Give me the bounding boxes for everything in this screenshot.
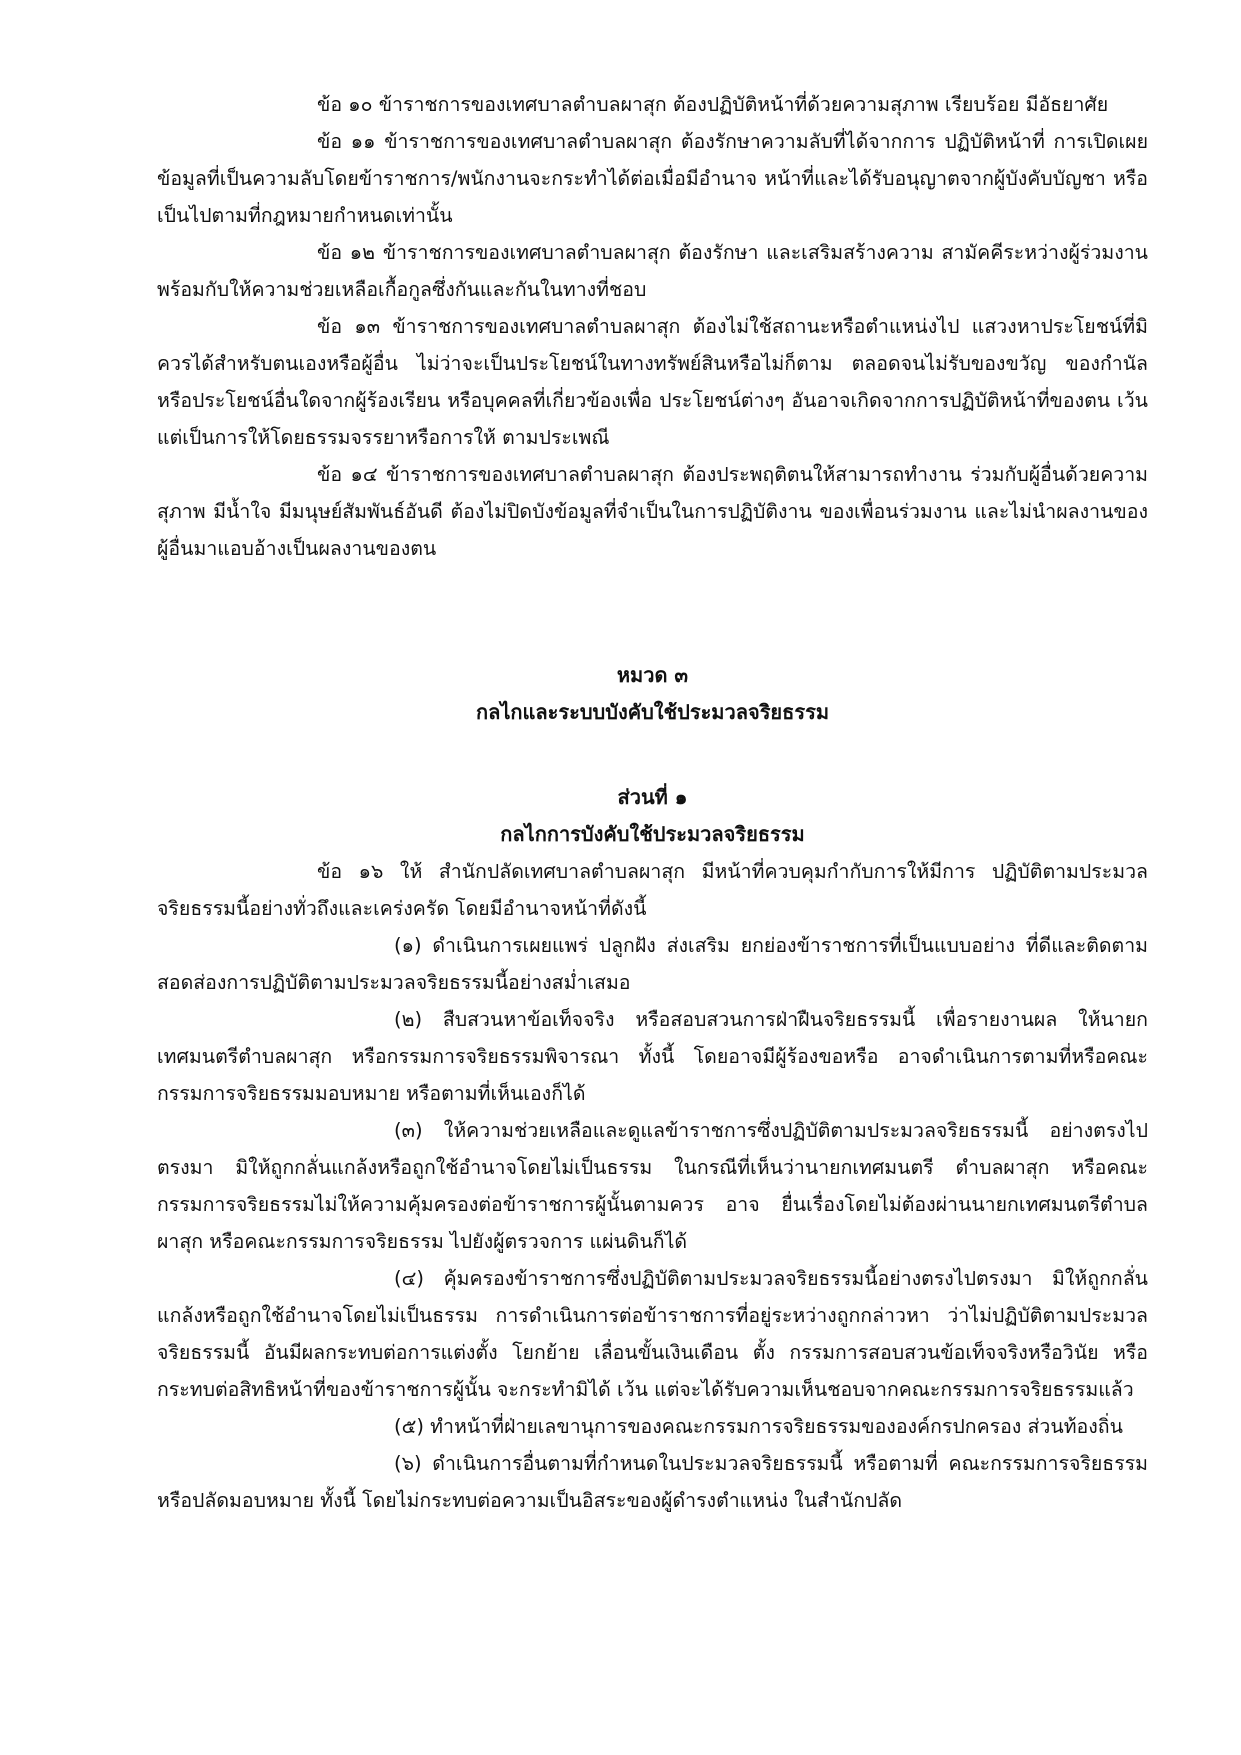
section-gap — [157, 567, 1148, 657]
article-12: ข้อ ๑๒ ข้าราชการของเทศบาลตำบลผาสุก ต้องรักษา และเสริมสร้างความ สามัคคีระหว่างผู้ร่วมงาน พร้อมกับให้ความช่วยเหลือเกื้อกูลซึ่งกันและกันในทางที่ชอบ — [157, 241, 1148, 301]
duty-item-4: (๔) คุ้มครองข้าราชการซึ่งปฏิบัติตามประมวลจริยธรรมนี้อย่างตรงไปตรงมา มิให้ถูกกลั่นแกล้งหรือถูกใช้อำนาจโดยไม่เป็นธรรม การดำเนินการต่อข้าราชการที่อยู่ระหว่างถูกกล่าวหา ว่าไม่ปฏิบัติตามประมวลจริยธรรมนี้ อันมีผลกระทบต่อการแต่งตั้ง โยกย้าย เลื่อนขั้นเงินเดือน ตั้ง กรรมการสอบสวนข้อเท็จจริงหรือวินัย หรือกระทบต่อสิทธิหน้าที่ของข้าราชการผู้นั้น จะกระทำมิได้ เว้น แต่จะได้รับความเห็นชอบจากคณะกรรมการจริยธรรมแล้ว — [157, 1267, 1148, 1401]
article-14: ข้อ ๑๔ ข้าราชการของเทศบาลตำบลผาสุก ต้องประพฤติตนให้สามารถทำงาน ร่วมกับผู้อื่นด้วยความสุภาพ มีน้ำใจ มีมนุษย์สัมพันธ์อันดี ต้องไม่ปิดบังข้อมูลที่จำเป็นในการปฏิบัติงาน ของเพื่อนร่วมงาน และไม่นำผลงานของผู้อื่นมาแอบอ้างเป็นผลงานของตน — [157, 463, 1148, 560]
duty-item-5: (๕) ทำหน้าที่ฝ่ายเลขานุการของคณะกรรมการจริยธรรมขององค์กรปกครอง ส่วนท้องถิ่น — [394, 1415, 1123, 1438]
duty-item-6: (๖) ดำเนินการอื่นตามที่กำหนดในประมวลจริยธรรมนี้ หรือตามที่ คณะกรรมการจริยธรรมหรือปลัดมอบหมาย ทั้งนี้ โดยไม่กระทบต่อความเป็นอิสระของผู้ดำรงตำแหน่ง ในสำนักปลัด — [157, 1452, 1148, 1512]
article-10: ข้อ ๑๐ ข้าราชการของเทศบาลตำบลผาสุก ต้องปฏิบัติหน้าที่ด้วยความสุภาพ เรียบร้อย มีอัธยาศัย — [317, 93, 1109, 116]
section-gap — [157, 731, 1148, 779]
article-11: ข้อ ๑๑ ข้าราชการของเทศบาลตำบลผาสุก ต้องรักษาความลับที่ได้จากการ ปฏิบัติหน้าที่ การเปิดเผยข้อมูลที่เป็นความลับโดยข้าราชการ/พนักงานจะกระทำได้ต่อเมื่อมีอำนาจ หน้าที่และได้รับอนุญาตจากผู้บังคับบัญชา หรือเป็นไปตามที่กฎหมายกำหนดเท่านั้น — [157, 130, 1148, 227]
document-page — [157, 86, 1148, 1519]
article-13: ข้อ ๑๓ ข้าราชการของเทศบาลตำบลผาสุก ต้องไม่ใช้สถานะหรือตำแหน่งไป แสวงหาประโยชน์ที่มิควรได้สำหรับตนเองหรือผู้อื่น ไม่ว่าจะเป็นประโยชน์ในทางทรัพย์สินหรือไม่ก็ตาม ตลอดจนไม่รับของขวัญ ของกำนัล หรือประโยชน์อื่นใดจากผู้ร้องเรียน หรือบุคคลที่เกี่ยวข้องเพื่อ ประโยชน์ต่างๆ อันอาจเกิดจากการปฏิบัติหน้าที่ของตน เว้นแต่เป็นการให้โดยธรรมจรรยาหรือการให้ ตามประเพณี — [157, 315, 1148, 449]
part-title: กลไกการบังคับใช้ประมวลจริยธรรม — [500, 822, 805, 846]
duty-item-1: (๑) ดำเนินการเผยแพร่ ปลูกฝัง ส่งเสริม ยกย่องข้าราชการที่เป็นแบบอย่าง ที่ดีและติดตามสอดส่องการปฏิบัติตามประมวลจริยธรรมนี้อย่างสม่ำเสมอ — [157, 934, 1148, 994]
duty-item-2: (๒) สืบสวนหาข้อเท็จจริง หรือสอบสวนการฝ่าฝืนจริยธรรมนี้ เพื่อรายงานผล ให้นายกเทศมนตรีตำบลผาสุก หรือกรรมการจริยธรรมพิจารณา ทั้งนี้ โดยอาจมีผู้ร้องขอหรือ อาจดำเนินการตามที่หรือคณะกรรมการจริยธรรมมอบหมาย หรือตามที่เห็นเองก็ได้ — [157, 1008, 1148, 1105]
part-number: ส่วนที่ ๑ — [617, 785, 688, 809]
chapter-title: กลไกและระบบบังคับใช้ประมวลจริยธรรม — [475, 700, 830, 724]
duty-item-3: (๓) ให้ความช่วยเหลือและดูแลข้าราชการซึ่งปฏิบัติตามประมวลจริยธรรมนี้ อย่างตรงไปตรงมา มิให้ถูกกลั่นแกล้งหรือถูกใช้อำนาจโดยไม่เป็นธรรม ในกรณีที่เห็นว่านายกเทศมนตรี ตำบลผาสุก หรือคณะกรรมการจริยธรรมไม่ให้ความคุ้มครองต่อข้าราชการผู้นั้นตามควร อาจ ยื่นเรื่องโดยไม่ต้องผ่านนายกเทศมนตรีตำบลผาสุก หรือคณะกรรมการจริยธรรม ไปยังผู้ตรวจการ แผ่นดินก็ได้ — [157, 1119, 1148, 1253]
article-16: ข้อ ๑๖ ให้ สำนักปลัดเทศบาลตำบลผาสุก มีหน้าที่ควบคุมกำกับการให้มีการ ปฏิบัติตามประมวลจริยธรรมนี้อย่างทั่วถึงและเคร่งครัด โดยมีอำนาจหน้าที่ดังนี้ — [157, 860, 1148, 920]
chapter-number: หมวด ๓ — [616, 663, 689, 687]
